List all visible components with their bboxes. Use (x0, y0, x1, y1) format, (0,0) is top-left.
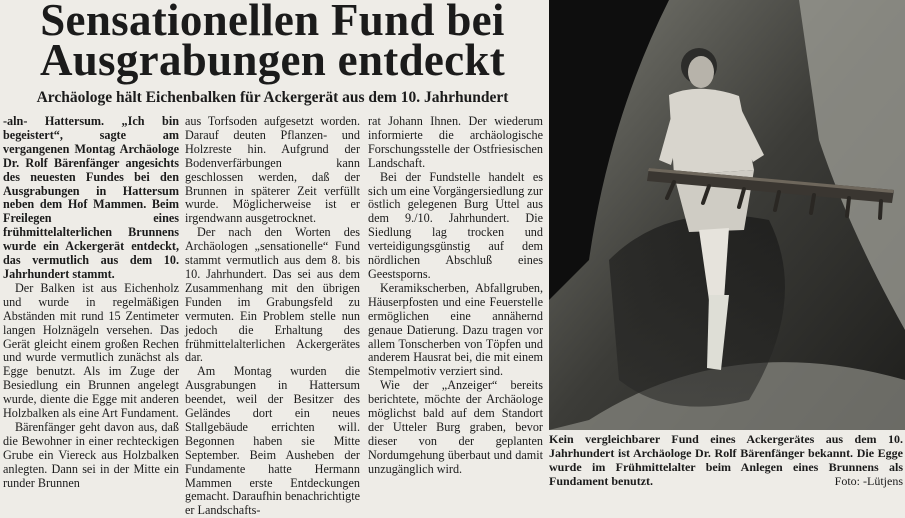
article-paragraph: Der nach den Worten des Archäologen „sensationelle“ Fund stammt vermutlich aus dem 8. bis 10. Jahrhundert. Das sei aus dem Zusammenhang mit den übrigen Funden im Grabungsfeld zu vermuten. Ein Problem stelle nun jedoch die Erhaltung des frühmittelalterlichen Ackergerätes dar. (185, 225, 360, 365)
article-column-2 (185, 114, 360, 518)
headline-line-2: Ausgrabungen entdeckt (39, 35, 506, 85)
headline (0, 0, 545, 85)
article-paragraph: Am Montag wurden die Ausgrabungen in Hattersum beendet, weil der Besitzer des Geländes dort ein neues Stallgebäude errichten will. Begonnen haben sie Mitte September. Beim Ausheben der Fundamente hatte Hermann Mammen erste Entdeckungen gemacht. Daraufhin benachrichtigte er Landschafts- (185, 364, 360, 518)
photo-credit: Foto: -Lütjens (834, 474, 903, 488)
article-column-3 (368, 115, 543, 495)
article-paragraph: Bärenfänger geht davon aus, daß die Bewohner in einer rechteckigen Grube ein Viereck aus Holzbalken anlegten. Dann sei in der Mitte ein runder Brunnen (3, 419, 179, 490)
photo-caption (549, 432, 903, 488)
article-paragraph: aus Torfsoden aufgesetzt worden. Darauf deuten Pflanzen- und Holzreste hin. Aufgrund der Bodenverfärbungen kann geschlossen werden, daß der Brunnen in späterer Zeit verfüllt wurde. Möglicherweise ist er irgendwann ausgetrocknet. (185, 114, 360, 226)
headline-line-1: Sensationellen Fund bei (40, 0, 505, 45)
well-shadow (609, 215, 785, 407)
article-paragraph: rat Johann Ihnen. Der wiederum informierte die archäologische Forschungsstelle der Ostfriesischen Landschaft. (368, 114, 543, 170)
article-paragraph: Der Balken ist aus Eichenholz und wurde in regelmäßigen Abständen mit rund 15 Zentimeter langen Holznägeln versehen. Das Gerät gleicht einem großen Rechen und wurde vermutlich zunächst als Egge benutzt. Als im Zuge der Besiedlung ein Brunnen angelegt wurde, diente die Egge mit anderen Holzbalken als eine Art Fundament. (3, 280, 179, 421)
excavation-photo-illustration (549, 0, 905, 430)
subheadline: Archäologe hält Eichenbalken für Ackergerät aus dem 10. Jahrhundert (36, 89, 509, 106)
photo-caption-text: Kein vergleichbarer Fund eines Ackergerätes aus dem 10. Jahrhundert ist Archäologe Dr. Rolf Bärenfänger bekannt. Die Egge wurde im Frühmittelalter beim Anlegen eines Brunnens als Fundament benutzt. (549, 432, 903, 488)
article-column-1 (3, 115, 179, 495)
article-paragraph: Wie der „Anzeiger“ bereits berichtete, möchte der Archäologe möglichst bald auf dem Standort der Utteler Burg graben, bevor dieser von der geplanten Nordumgehung überbaut und damit unzugänglich wird. (368, 378, 543, 476)
article-paragraph: Bei der Fundstelle handelt es sich um eine Vorgängersiedlung zur östlich gelegenen Burg Uttel aus dem 9./10. Jahrhundert. Die Siedlung lag trocken und verteidigungsgünstig auf dem nördlichen Abschluß eines Geestsporns. (368, 169, 543, 281)
article-lead: -aln- Hattersum. „Ich bin begeistert“, sagte am vergangenen Montag Archäologe Dr. Rolf Bärenfänger angesichts des neuesten Fundes bei den Ausgrabungen in Hattersum neben dem Hof Mammen. Beim Freilegen eines frühmittelalterlichen Brunnens wurde ein Ackergerät entdeckt, das vermutlich aus dem 10. Jahrhundert stammt. (3, 114, 179, 281)
news-photo (549, 0, 905, 430)
article-paragraph: Keramikscherben, Abfallgruben, Häuserpfosten und eine Feuerstelle ermöglichen eine annähernd genaue Datierung. Dazu tragen vor allem Tonscherben von Töpfen und anderem Hausrat bei, die mit einem Stempelmotiv verziert sind. (368, 280, 543, 379)
